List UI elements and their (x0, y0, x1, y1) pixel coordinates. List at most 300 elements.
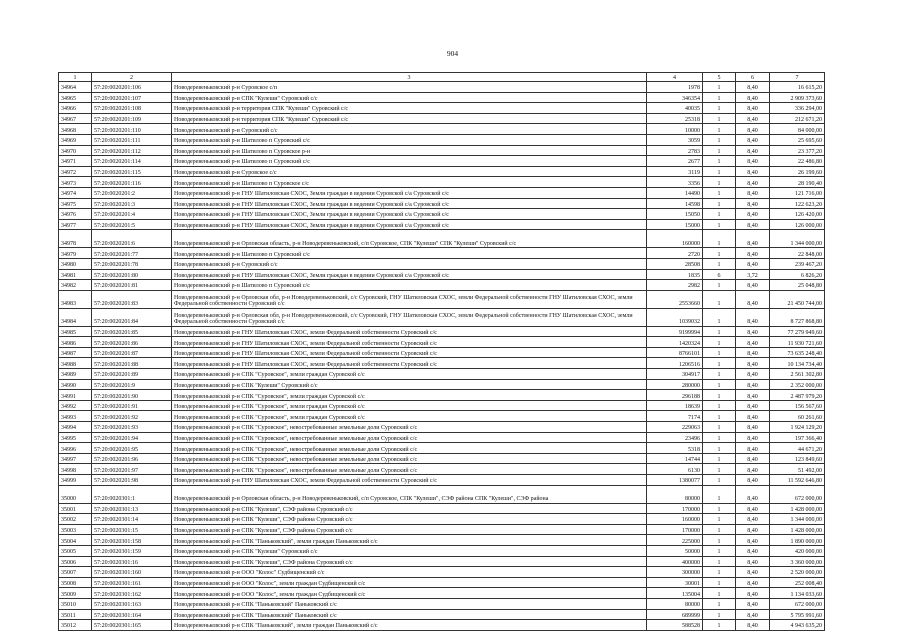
count-cell: 1 (703, 524, 736, 535)
area-cell: 25318 (647, 113, 703, 124)
sum-cell: 1 428 000,00 (770, 503, 825, 514)
area-cell: 1039032 (647, 308, 703, 326)
table-row (59, 609, 825, 620)
rate-cell: 8,40 (736, 187, 770, 198)
area-cell: 30001 (647, 577, 703, 588)
row-number-cell: 35012 (59, 620, 92, 631)
cadastral-number-cell: 57:20:0020201:85 (92, 326, 172, 337)
row-number-cell: 35001 (59, 503, 92, 514)
rate-cell: 3,72 (736, 269, 770, 280)
table-row (59, 503, 825, 514)
land-table (58, 72, 825, 631)
rate-cell: 8,40 (736, 248, 770, 259)
cadastral-number-cell: 57:20:0020201:86 (92, 337, 172, 348)
row-number-cell: 34985 (59, 326, 92, 337)
description-cell: Новодеревеньковский р-н Орловская область, р-н Новодеревеньковский, с/п Суровское, СПК "Кулеши" СПК "Кулеши" Суровский с/с (172, 230, 647, 248)
cadastral-number-cell: 57:20:0020201:107 (92, 92, 172, 103)
description-cell: Новодеревеньковский р-н Шатилово п Суровское р-н (172, 145, 647, 156)
sum-cell: 2 352 000,00 (770, 379, 825, 390)
description-cell: Новодеревеньковский р-н Суровское с/п (172, 82, 647, 93)
rate-cell: 8,40 (736, 620, 770, 631)
header-cell: 7 (770, 73, 825, 82)
sum-cell: 8 727 868,80 (770, 308, 825, 326)
description-cell: Новодеревеньковский р-н ООО "Колос", земли граждан Судбищенский с/с (172, 577, 647, 588)
table-row (59, 103, 825, 114)
sum-cell: 123 849,60 (770, 453, 825, 464)
count-cell: 1 (703, 145, 736, 156)
sum-cell: 3 360 000,00 (770, 556, 825, 567)
rate-cell: 8,40 (736, 369, 770, 380)
rate-cell: 8,40 (736, 103, 770, 114)
description-cell: Новодеревеньковский р-н СПК "Суровское", земли граждан Суровской с/с (172, 390, 647, 401)
header-cell: 2 (92, 73, 172, 82)
table-row (59, 166, 825, 177)
cadastral-number-cell: 57:20:0020301:164 (92, 609, 172, 620)
description-cell: Новодеревеньковский р-н Орловская обл, р-н Новодеревеньковский, с/с Суровский, ГНУ Шатиловская СХОС, земли Федеральной собственности ГНУ Шатиловская СХОС, земли Федеральной собственности Суровский с/с (172, 308, 647, 326)
cadastral-number-cell: 57:20:0020201:111 (92, 134, 172, 145)
rate-cell: 8,40 (736, 156, 770, 167)
count-cell: 1 (703, 588, 736, 599)
count-cell: 1 (703, 577, 736, 588)
description-cell: Новодеревеньковский р-н ООО "Колос" Судбищенский с/с (172, 567, 647, 578)
sum-cell: 25 048,80 (770, 280, 825, 291)
sum-cell: 22 486,80 (770, 156, 825, 167)
cadastral-number-cell: 57:20:0020201:116 (92, 177, 172, 188)
row-number-cell: 34965 (59, 92, 92, 103)
rate-cell: 8,40 (736, 411, 770, 422)
sum-cell: 239 467,20 (770, 258, 825, 269)
table-row (59, 443, 825, 454)
sum-cell: 11 930 721,60 (770, 337, 825, 348)
count-cell: 1 (703, 422, 736, 433)
rate-cell: 8,40 (736, 337, 770, 348)
description-cell: Новодеревеньковский р-н СПК "Паньковский", земли граждан Паньковский с/с (172, 620, 647, 631)
cadastral-number-cell: 57:20:0020201:87 (92, 347, 172, 358)
row-number-cell: 34971 (59, 156, 92, 167)
table-row (59, 453, 825, 464)
cadastral-number-cell: 57:20:0020301:163 (92, 598, 172, 609)
description-cell: Новодеревеньковский р-н ООО "Колос", земли граждан Судбищенский с/с (172, 588, 647, 599)
count-cell: 1 (703, 258, 736, 269)
table-row (59, 347, 825, 358)
row-number-cell: 34973 (59, 177, 92, 188)
rate-cell: 8,40 (736, 503, 770, 514)
count-cell: 1 (703, 620, 736, 631)
row-number-cell: 35010 (59, 598, 92, 609)
row-number-cell: 34993 (59, 411, 92, 422)
area-cell: 15000 (647, 219, 703, 230)
rate-cell: 8,40 (736, 535, 770, 546)
rate-cell: 8,40 (736, 524, 770, 535)
sum-cell: 77 279 949,60 (770, 326, 825, 337)
table-row (59, 113, 825, 124)
table-row (59, 124, 825, 135)
row-number-cell: 34972 (59, 166, 92, 177)
description-cell: Новодеревеньковский р-н территория СПК "Кулеши" Суровский с/с (172, 113, 647, 124)
row-number-cell: 34989 (59, 369, 92, 380)
rate-cell: 8,40 (736, 145, 770, 156)
sum-cell: 122 623,20 (770, 198, 825, 209)
rate-cell: 8,40 (736, 556, 770, 567)
count-cell: 1 (703, 475, 736, 486)
area-cell: 2677 (647, 156, 703, 167)
area-cell: 5318 (647, 443, 703, 454)
sum-cell: 25 695,60 (770, 134, 825, 145)
sum-cell: 1 890 000,00 (770, 535, 825, 546)
table-row (59, 82, 825, 93)
area-cell: 14744 (647, 453, 703, 464)
count-cell: 1 (703, 609, 736, 620)
count-cell: 1 (703, 503, 736, 514)
row-number-cell: 34977 (59, 219, 92, 230)
count-cell: 1 (703, 280, 736, 291)
row-number-cell: 34974 (59, 187, 92, 198)
rate-cell: 8,40 (736, 567, 770, 578)
count-cell: 1 (703, 166, 736, 177)
rate-cell: 8,40 (736, 113, 770, 124)
sum-cell: 5 795 991,60 (770, 609, 825, 620)
description-cell: Новодеревеньковский р-н ГНУ Шатиловская СХОС, Земли граждан в ведении Суровской с/а Суровской с/с (172, 269, 647, 280)
area-cell: 15050 (647, 209, 703, 220)
count-cell: 6 (703, 269, 736, 280)
cadastral-number-cell: 57:20:0020201:93 (92, 422, 172, 433)
cadastral-number-cell: 57:20:0020301:160 (92, 567, 172, 578)
description-cell: Новодеревеньковский р-н Орловская область, р-н Новодеревеньковский, с/п Суровское, СПК "Кулеши", СЭФ района СПК "Кулеши", СЭФ района (172, 485, 647, 503)
description-cell: Новодеревеньковский р-н ГНУ Шатиловская СХОС, Земли граждан в ведении Суровской с/а Суровской с/с (172, 198, 647, 209)
rate-cell: 8,40 (736, 400, 770, 411)
sum-cell: 26 199,60 (770, 166, 825, 177)
count-cell: 1 (703, 219, 736, 230)
table-row (59, 177, 825, 188)
count-cell: 1 (703, 92, 736, 103)
rate-cell: 8,40 (736, 609, 770, 620)
description-cell: Новодеревеньковский р-н ГНУ Шатиловская СХОС, земли Федеральной собственности Суровский с/с (172, 347, 647, 358)
sum-cell: 126 420,00 (770, 209, 825, 220)
row-number-cell: 34967 (59, 113, 92, 124)
rate-cell: 8,40 (736, 390, 770, 401)
count-cell: 1 (703, 230, 736, 248)
cadastral-number-cell: 57:20:0020201:97 (92, 464, 172, 475)
table-row (59, 400, 825, 411)
sum-cell: 197 366,40 (770, 432, 825, 443)
header-cell: 1 (59, 73, 92, 82)
sum-cell: 6 826,20 (770, 269, 825, 280)
row-number-cell: 34981 (59, 269, 92, 280)
description-cell: Новодеревеньковский р-н СПК "Суровское", невостребованные земельные доли Суровский с/с (172, 432, 647, 443)
description-cell: Новодеревеньковский р-н ГНУ Шатиловская СХОС, Земли граждан в ведении Суровской с/а Суровской с/с (172, 219, 647, 230)
description-cell: Новодеревеньковский р-н Суровский с/с (172, 258, 647, 269)
count-cell: 1 (703, 556, 736, 567)
row-number-cell: 34987 (59, 347, 92, 358)
rate-cell: 8,40 (736, 598, 770, 609)
row-number-cell: 35007 (59, 567, 92, 578)
sum-cell: 73 635 248,40 (770, 347, 825, 358)
row-number-cell: 35009 (59, 588, 92, 599)
area-cell: 225000 (647, 535, 703, 546)
table-row (59, 248, 825, 259)
sum-cell: 44 671,20 (770, 443, 825, 454)
description-cell: Новодеревеньковский р-н СПК "Суровское", земли граждан Суровской с/с (172, 369, 647, 380)
description-cell: Новодеревеньковский р-н СПК "Кулеши" Суровский с/с (172, 92, 647, 103)
area-cell: 1380077 (647, 475, 703, 486)
table-row (59, 422, 825, 433)
rate-cell: 8,40 (736, 453, 770, 464)
area-cell: 28508 (647, 258, 703, 269)
cadastral-number-cell: 57:20:0020201:90 (92, 390, 172, 401)
table-row (59, 464, 825, 475)
row-number-cell: 34984 (59, 308, 92, 326)
row-number-cell: 34982 (59, 280, 92, 291)
sum-cell: 16 615,20 (770, 82, 825, 93)
description-cell: Новодеревеньковский р-н СПК "Суровское", невостребованные земельные доли Суровский с/с (172, 453, 647, 464)
table-row (59, 219, 825, 230)
area-cell: 170000 (647, 524, 703, 535)
table-row (59, 485, 825, 503)
count-cell: 1 (703, 248, 736, 259)
cadastral-number-cell: 57:20:0020201:106 (92, 82, 172, 93)
row-number-cell: 34996 (59, 443, 92, 454)
area-cell: 588528 (647, 620, 703, 631)
cadastral-number-cell: 57:20:0020201:89 (92, 369, 172, 380)
sum-cell: 672 000,00 (770, 485, 825, 503)
rate-cell: 8,40 (736, 475, 770, 486)
row-number-cell: 34995 (59, 432, 92, 443)
area-cell: 160000 (647, 514, 703, 525)
header-cell: 5 (703, 73, 736, 82)
sum-cell: 336 294,00 (770, 103, 825, 114)
sum-cell: 420 000,00 (770, 545, 825, 556)
description-cell: Новодеревеньковский р-н Шатилово п Суровское с/с (172, 177, 647, 188)
count-cell: 1 (703, 290, 736, 308)
table-row (59, 308, 825, 326)
sum-cell: 23 377,20 (770, 145, 825, 156)
area-cell: 3119 (647, 166, 703, 177)
row-number-cell: 34976 (59, 209, 92, 220)
table-row (59, 230, 825, 248)
table-row (59, 535, 825, 546)
sum-cell: 84 000,00 (770, 124, 825, 135)
row-number-cell: 34986 (59, 337, 92, 348)
table-row (59, 358, 825, 369)
row-number-cell: 34997 (59, 453, 92, 464)
row-number-cell: 34990 (59, 379, 92, 390)
table-row (59, 92, 825, 103)
description-cell: Новодеревеньковский р-н СПК "Паньковский", земли граждан Паньковский с/с (172, 535, 647, 546)
count-cell: 1 (703, 347, 736, 358)
area-cell: 689999 (647, 609, 703, 620)
description-cell: Новодеревеньковский р-н ГНУ Шатиловская СХОС, земли Федеральной собственности Суровский с/с (172, 358, 647, 369)
count-cell: 1 (703, 82, 736, 93)
area-cell: 280000 (647, 379, 703, 390)
area-cell: 80000 (647, 598, 703, 609)
count-cell: 1 (703, 209, 736, 220)
table-row (59, 198, 825, 209)
area-cell: 23496 (647, 432, 703, 443)
row-number-cell: 35002 (59, 514, 92, 525)
row-number-cell: 34978 (59, 230, 92, 248)
area-cell: 170000 (647, 503, 703, 514)
cadastral-number-cell: 57:20:0020201:78 (92, 258, 172, 269)
count-cell: 1 (703, 390, 736, 401)
rate-cell: 8,40 (736, 177, 770, 188)
area-cell: 229063 (647, 422, 703, 433)
area-cell: 7174 (647, 411, 703, 422)
table-header-row (59, 73, 825, 82)
count-cell: 1 (703, 156, 736, 167)
description-cell: Новодеревеньковский р-н Шатилово п Суровский с/с (172, 134, 647, 145)
cadastral-number-cell: 57:20:0020301:13 (92, 503, 172, 514)
area-cell: 2720 (647, 248, 703, 259)
table-row (59, 556, 825, 567)
cadastral-number-cell: 57:20:0020301:162 (92, 588, 172, 599)
description-cell: Новодеревеньковский р-н СПК "Кулеши", СЭФ района Суровский с/с (172, 514, 647, 525)
sum-cell: 22 848,00 (770, 248, 825, 259)
rate-cell: 8,40 (736, 280, 770, 291)
cadastral-number-cell: 57:20:0020201:110 (92, 124, 172, 135)
count-cell: 1 (703, 464, 736, 475)
area-cell: 2553660 (647, 290, 703, 308)
area-cell: 160000 (647, 230, 703, 248)
row-number-cell: 34966 (59, 103, 92, 114)
table-row (59, 187, 825, 198)
rate-cell: 8,40 (736, 577, 770, 588)
description-cell: Новодеревеньковский р-н Шатилово п Суровский с/с (172, 248, 647, 259)
description-cell: Новодеревеньковский р-н СПК "Кулеши" Суровский с/с (172, 545, 647, 556)
row-number-cell: 34988 (59, 358, 92, 369)
sum-cell: 2 561 302,80 (770, 369, 825, 380)
area-cell: 6130 (647, 464, 703, 475)
row-number-cell: 34964 (59, 82, 92, 93)
cadastral-number-cell: 57:20:0020201:84 (92, 308, 172, 326)
sum-cell: 4 943 635,20 (770, 620, 825, 631)
area-cell: 14598 (647, 198, 703, 209)
description-cell: Новодеревеньковский р-н Орловская обл, р-н Новодеревеньковский, с/с Суровский, ГНУ Шатиловская СХОС, земли Федеральной собственности ГНУ Шатиловская СХОС, земли Федеральной собственности Суровский с/с (172, 290, 647, 308)
cadastral-number-cell: 57:20:0020201:4 (92, 209, 172, 220)
header-cell: 4 (647, 73, 703, 82)
sum-cell: 1 344 000,00 (770, 230, 825, 248)
count-cell: 1 (703, 453, 736, 464)
row-number-cell: 34970 (59, 145, 92, 156)
area-cell: 10000 (647, 124, 703, 135)
rate-cell: 8,40 (736, 514, 770, 525)
count-cell: 1 (703, 103, 736, 114)
description-cell: Новодеревеньковский р-н ГНУ Шатиловская СХОС, земли Федеральной собственности Суровский с/с (172, 326, 647, 337)
area-cell: 2982 (647, 280, 703, 291)
table-row (59, 379, 825, 390)
cadastral-number-cell: 57:20:0020201:96 (92, 453, 172, 464)
description-cell: Новодеревеньковский р-н Суровский с/с (172, 124, 647, 135)
cadastral-number-cell: 57:20:0020201:98 (92, 475, 172, 486)
header-cell: 3 (172, 73, 647, 82)
cadastral-number-cell: 57:20:0020201:108 (92, 103, 172, 114)
sum-cell: 121 716,00 (770, 187, 825, 198)
row-number-cell: 34998 (59, 464, 92, 475)
table-row (59, 258, 825, 269)
row-number-cell: 35004 (59, 535, 92, 546)
table-row (59, 145, 825, 156)
cadastral-number-cell: 57:20:0020201:3 (92, 198, 172, 209)
area-cell: 296188 (647, 390, 703, 401)
row-number-cell: 35003 (59, 524, 92, 535)
table-row (59, 475, 825, 486)
row-number-cell: 34969 (59, 134, 92, 145)
area-cell: 1206516 (647, 358, 703, 369)
rate-cell: 8,40 (736, 422, 770, 433)
description-cell: Новодеревеньковский р-н СПК "Кулеши", СЭФ района Суровский с/с (172, 556, 647, 567)
cadastral-number-cell: 57:20:0020301:15 (92, 524, 172, 535)
count-cell: 1 (703, 134, 736, 145)
description-cell: Новодеревеньковский р-н СПК "Суровское", невостребованные земельные доли Суровский с/с (172, 464, 647, 475)
rate-cell: 8,40 (736, 166, 770, 177)
row-number-cell: 34994 (59, 422, 92, 433)
row-number-cell: 34979 (59, 248, 92, 259)
sum-cell: 28 190,40 (770, 177, 825, 188)
description-cell: Новодеревеньковский р-н Шатилово п Суровский с/с (172, 156, 647, 167)
rate-cell: 8,40 (736, 432, 770, 443)
sum-cell: 2 487 979,20 (770, 390, 825, 401)
rate-cell: 8,40 (736, 326, 770, 337)
cadastral-number-cell: 57:20:0020301:165 (92, 620, 172, 631)
table-row (59, 588, 825, 599)
rate-cell: 8,40 (736, 230, 770, 248)
area-cell: 2783 (647, 145, 703, 156)
description-cell: Новодеревеньковский р-н СПК "Кулеши", СЭФ района Суровский с/с (172, 524, 647, 535)
table-row (59, 524, 825, 535)
count-cell: 1 (703, 432, 736, 443)
row-number-cell: 35008 (59, 577, 92, 588)
row-number-cell: 35005 (59, 545, 92, 556)
rate-cell: 8,40 (736, 545, 770, 556)
description-cell: Новодеревеньковский р-н СПК "Суровское", земли граждан Суровской с/с (172, 411, 647, 422)
table-row (59, 598, 825, 609)
cadastral-number-cell: 57:20:0020201:109 (92, 113, 172, 124)
cadastral-number-cell: 57:20:0020201:77 (92, 248, 172, 259)
table-row (59, 545, 825, 556)
cadastral-number-cell: 57:20:0020301:16 (92, 556, 172, 567)
table-row (59, 209, 825, 220)
area-cell: 400000 (647, 556, 703, 567)
rate-cell: 8,40 (736, 588, 770, 599)
cadastral-number-cell: 57:20:0020201:6 (92, 230, 172, 248)
rate-cell: 8,40 (736, 358, 770, 369)
sum-cell: 1 344 000,00 (770, 514, 825, 525)
description-cell: Новодеревеньковский р-н СПК "Паньковский" Паньковский с/с (172, 598, 647, 609)
count-cell: 1 (703, 411, 736, 422)
rate-cell: 8,40 (736, 258, 770, 269)
count-cell: 1 (703, 326, 736, 337)
table-row (59, 567, 825, 578)
count-cell: 1 (703, 308, 736, 326)
table-row (59, 280, 825, 291)
count-cell: 1 (703, 567, 736, 578)
count-cell: 1 (703, 337, 736, 348)
table-row (59, 577, 825, 588)
table-row (59, 369, 825, 380)
count-cell: 1 (703, 379, 736, 390)
description-cell: Новодеревеньковский р-н ГНУ Шатиловская СХОС, земли Федеральной собственности Суровский с/с (172, 337, 647, 348)
area-cell: 300000 (647, 567, 703, 578)
table-row (59, 290, 825, 308)
description-cell: Новодеревеньковский р-н ГНУ Шатиловская СХОС, Земли граждан в ведении Суровской с/а Суровской с/с (172, 187, 647, 198)
rate-cell: 8,40 (736, 443, 770, 454)
area-cell: 1420324 (647, 337, 703, 348)
sum-cell: 1 428 000,00 (770, 524, 825, 535)
sum-cell: 60 261,60 (770, 411, 825, 422)
count-cell: 1 (703, 514, 736, 525)
row-number-cell: 34980 (59, 258, 92, 269)
cadastral-number-cell: 57:20:0020201:81 (92, 280, 172, 291)
sum-cell: 156 567,60 (770, 400, 825, 411)
